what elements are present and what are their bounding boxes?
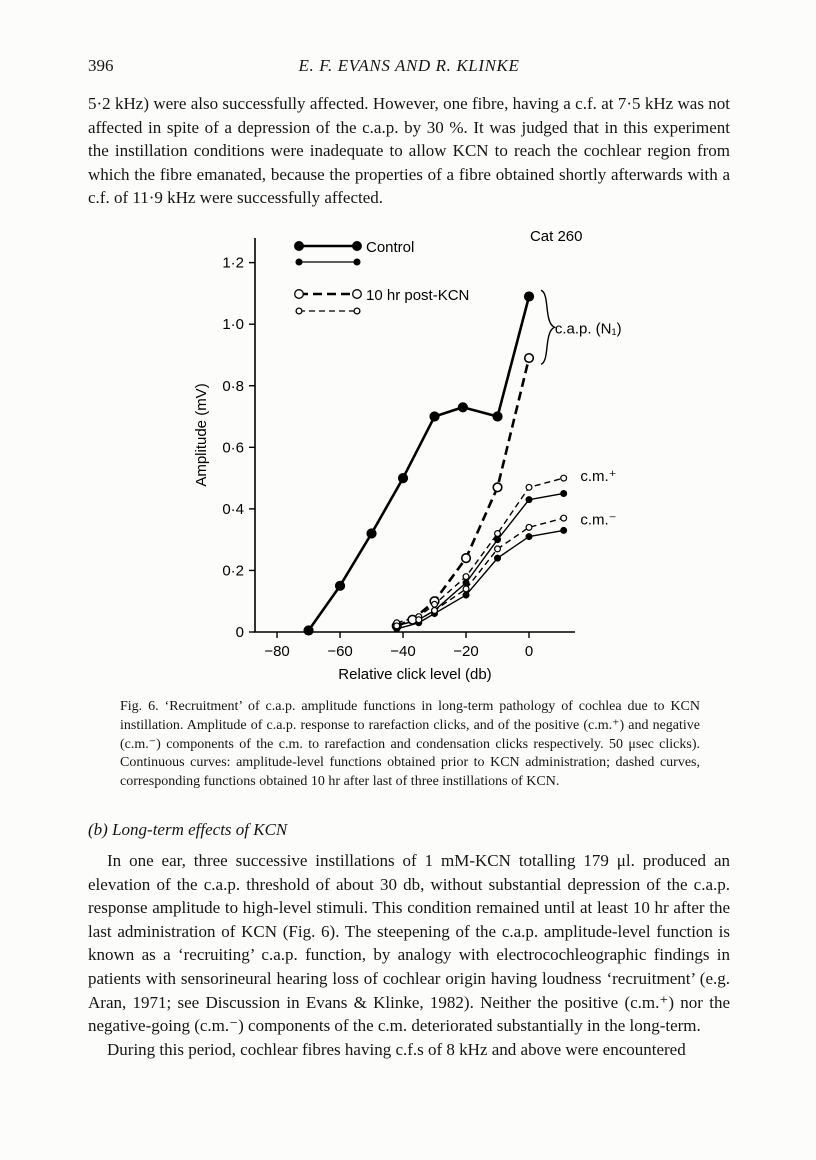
series-marker xyxy=(367,529,376,538)
series-marker xyxy=(336,581,345,590)
x-axis-label: Relative click level (db) xyxy=(338,665,492,683)
series-marker xyxy=(399,474,408,483)
section-marker: (b) xyxy=(88,819,108,839)
series-marker xyxy=(462,554,471,563)
series-marker xyxy=(561,515,567,521)
figure-caption: Fig. 6. ‘Recruitment’ of c.a.p. amplitude functions in long-term pathology of cochlea due to KCN instillation. Amplitude of c.a.p. response to rarefaction clicks, and of the positive (c.m.⁺) and negative (c.m.⁻) components of the c.m. to rarefaction and condensation clicks respectively. 50 μsec clicks). Continuous curves: amplitude-level functions obtained prior to KCN administration; dashed curves, corresponding functions obtained 10 hr after last of three instillations of KCN. xyxy=(120,698,700,790)
legend-marker xyxy=(295,242,304,251)
x-tick-label: −60 xyxy=(327,642,353,660)
y-tick-label: 1·2 xyxy=(222,254,244,272)
y-tick-label: 1·0 xyxy=(222,316,244,334)
series-line xyxy=(397,478,564,623)
y-tick-label: 0 xyxy=(235,623,244,641)
legend-marker xyxy=(354,259,360,265)
legend-marker xyxy=(296,308,302,314)
series-marker xyxy=(561,491,567,497)
running-head: E. F. EVANS AND R. KLINKE xyxy=(298,56,520,75)
series-marker xyxy=(525,292,534,301)
x-tick-label: −40 xyxy=(390,642,416,660)
series-marker xyxy=(432,601,438,607)
y-tick-label: 0·6 xyxy=(222,439,244,457)
series-marker xyxy=(493,412,502,421)
annotation-label: c.m.⁺ xyxy=(580,468,617,486)
series-marker xyxy=(463,580,469,586)
legend-label: 10 hr post-KCN xyxy=(366,286,470,304)
series-marker xyxy=(561,475,567,481)
series-marker xyxy=(525,354,534,363)
paragraph-continuation: 5·2 kHz) were also successfully affected. However, one fibre, having a c.f. at 7·5 kHz was not affected in spite of a depression of the c.a.p. by 30 %. It was judged that in this experiment the instillation conditions were inadequate to allow KCN to reach the cochlear region from which the fibre emanated, because the properties of a fibre obtained shortly afterwards with a c.f. of 11·9 kHz were successfully affected. xyxy=(88,94,730,208)
legend-marker xyxy=(296,259,302,265)
annotation-label: c.m.⁻ xyxy=(580,511,617,529)
legend-marker xyxy=(353,242,362,251)
legend-label: Control xyxy=(366,238,415,256)
annotation-label: c.a.p. (N₁) xyxy=(554,320,622,338)
figure-chart xyxy=(180,224,740,696)
x-tick-label: −80 xyxy=(264,642,290,660)
paragraph-long-term: In one ear, three successive instillations of 1 mM-KCN totalling 179 μl. produced an elevation of the c.a.p. threshold of about 30 db, without substantial depression of the c.a.p. response amplitude to high-level stimuli. This condition remained until at least 10 hr after the last administration of KCN (Fig. 6). The steepening of the c.a.p. amplitude-level function is known as a ‘recruiting’ c.a.p. function, by analogy with electrocochleographic findings in patients with sensorineural hearing loss of cochlear origin having loudness ‘recruitment’ (e.g. Aran, 1971; see Discussion in Evans & Klinke, 1982). Neither the positive (c.m.⁺) nor the negative-going (c.m.⁻) components of the c.m. deteriorated substantially in the long-term. xyxy=(88,850,730,1036)
series-marker xyxy=(463,592,469,598)
series-marker xyxy=(495,546,501,552)
series-line xyxy=(397,493,564,625)
series-marker xyxy=(561,527,567,533)
y-tick-label: 0·8 xyxy=(222,377,244,395)
legend-marker xyxy=(295,290,304,299)
series-line xyxy=(397,530,564,629)
series-marker xyxy=(394,623,400,629)
brace xyxy=(541,290,555,364)
series-marker xyxy=(459,403,468,412)
figure-chart-wrap xyxy=(180,224,730,696)
x-tick-label: 0 xyxy=(524,642,534,660)
legend-marker xyxy=(354,308,360,314)
y-axis-label: Amplitude (mV) xyxy=(193,383,210,487)
figure-6 xyxy=(88,224,730,792)
series-marker xyxy=(463,574,469,580)
series-marker xyxy=(493,483,502,492)
series-marker xyxy=(495,555,501,561)
series-marker xyxy=(526,534,532,540)
y-tick-label: 0·4 xyxy=(222,500,244,518)
series-marker xyxy=(304,626,313,635)
page-header xyxy=(88,56,730,80)
legend-marker xyxy=(353,290,362,299)
paragraph-during-period: During this period, cochlear fibres having c.f.s of 8 kHz and above were encountered xyxy=(107,1039,686,1059)
section-title: Long-term effects of KCN xyxy=(112,819,288,839)
series-marker xyxy=(495,531,501,537)
series-marker xyxy=(432,608,438,614)
series-marker xyxy=(495,537,501,543)
x-tick-label: −20 xyxy=(453,642,479,660)
series-marker xyxy=(430,412,439,421)
annotation-label: Cat 260 xyxy=(529,228,583,246)
series-line xyxy=(309,296,529,630)
y-tick-label: 0·2 xyxy=(222,562,244,580)
series-marker xyxy=(526,497,532,503)
page-number: 396 xyxy=(88,56,114,75)
series-marker xyxy=(526,484,532,490)
series-marker xyxy=(526,524,532,530)
series-marker xyxy=(416,617,422,623)
section-heading xyxy=(88,820,730,840)
series-marker xyxy=(463,586,469,592)
